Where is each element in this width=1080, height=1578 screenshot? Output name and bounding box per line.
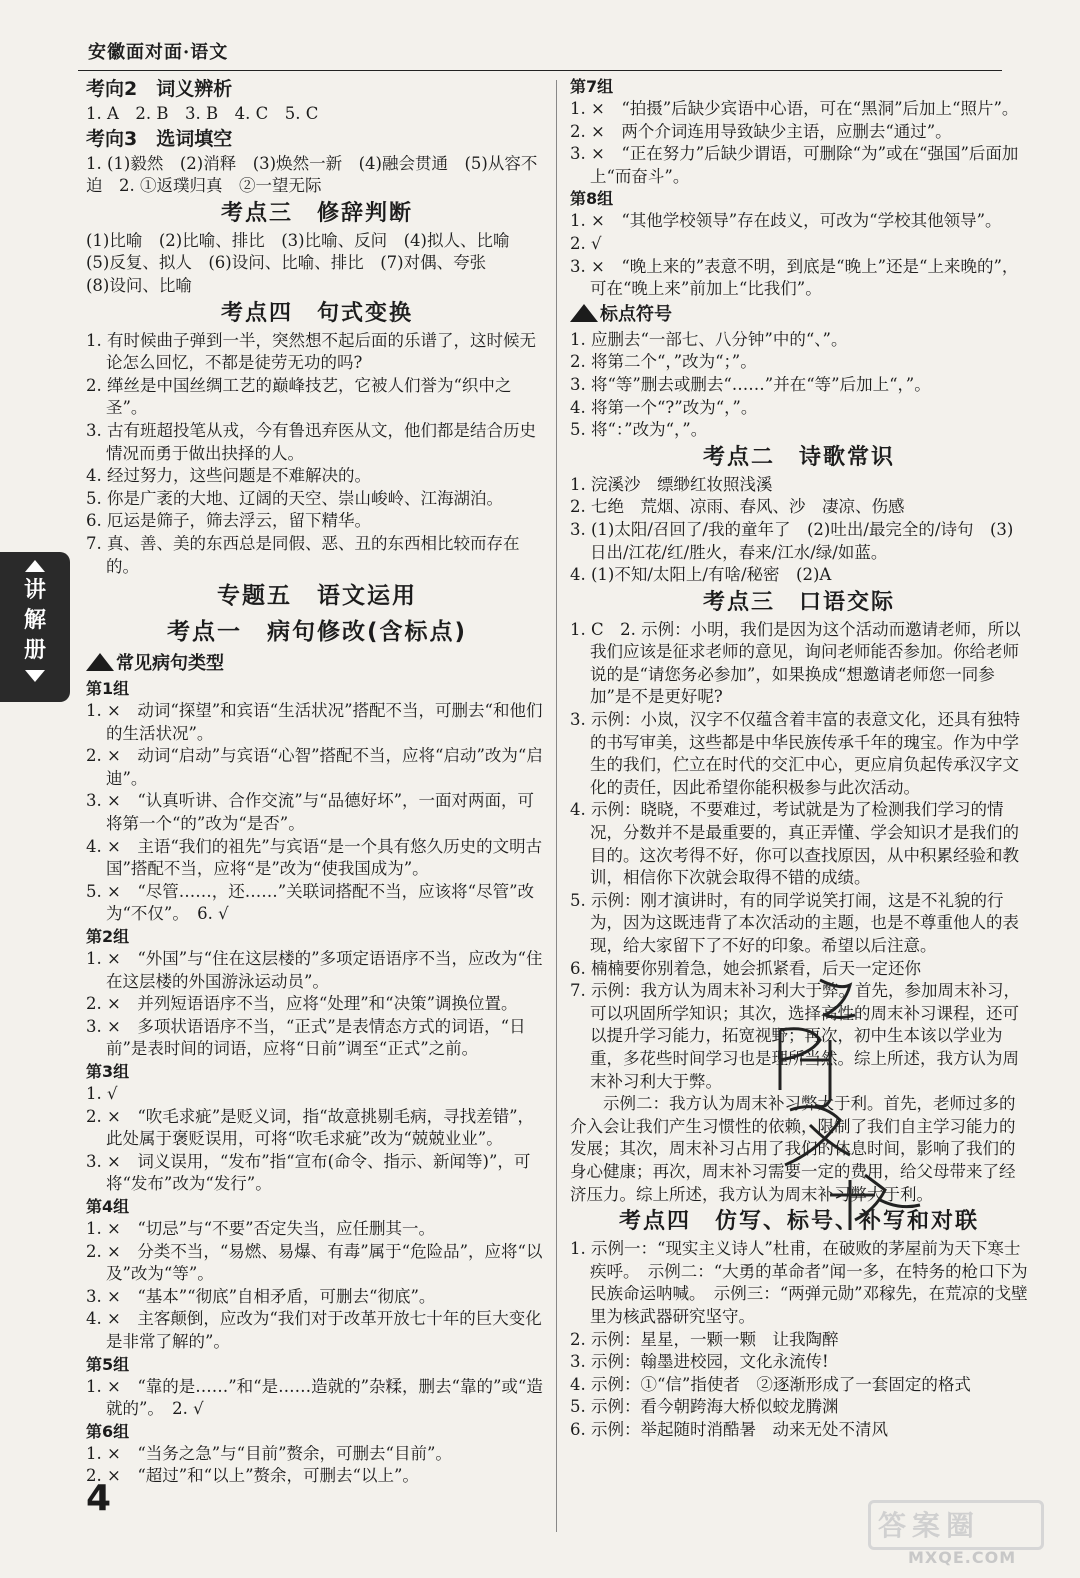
side-tab-char: 解 bbox=[23, 608, 46, 633]
header-rule bbox=[78, 70, 1002, 71]
answer-item: 2. × 分类不当，“易燃、易爆、有毒”属于“危险品”，应将“以及”改为“等”。 bbox=[86, 1241, 543, 1284]
answer-item: 1. × 动词“探望”和宾语“生活状况”搭配不当，可删去“和他们的生活状况”。 bbox=[86, 701, 543, 743]
right-column bbox=[570, 76, 1028, 1441]
answer-item: 4. (1)不知/太阳上/有啥/秘密 (2)A bbox=[570, 565, 832, 585]
answer-item: 3. × 多项状语语序不当，“正式”是表情态方式的词语，“日前”是表时间的词语，应将“日前”调至“正式”之前。 bbox=[86, 1016, 526, 1059]
section-heading: 考点四 句式变换 bbox=[220, 300, 413, 326]
triangle-icon bbox=[570, 304, 598, 322]
group-label: 第4组 bbox=[86, 1196, 130, 1216]
answer-item: 1. × “切忌”与“不要”否定失当，应任删其一。 bbox=[86, 1218, 436, 1238]
watermark bbox=[868, 1500, 1048, 1570]
answer-item: 2. × 动词“启动”与宾语“心智”搭配不当，应将“启动”改为“启迪”。 bbox=[86, 746, 543, 788]
answer-text: 1. (1)毅然 (2)消释 (3)焕然一新 (4)融会贯通 (5)从容不迫 2. ①返璞归真 ②一望无际 bbox=[86, 153, 538, 196]
group-label: 第1组 bbox=[86, 679, 130, 699]
answer-item: 1. 浣溪沙 缥缈红妆照浅溪 bbox=[570, 474, 773, 494]
triangle-icon bbox=[86, 653, 114, 671]
up-arrow-icon bbox=[25, 560, 45, 572]
answer-item: 2. 示例：星星，一颗一颗 让我陶醉 bbox=[570, 1329, 839, 1349]
subsection-heading: 考向3 选词填空 bbox=[86, 127, 233, 150]
answer-item: 2. × “超过”和“以上”赘余，可删去“以上”。 bbox=[86, 1466, 419, 1486]
answer-item: 3. × “正在努力”后缺少谓语，可删除“为”或在“强国”后面加上“而奋斗”。 bbox=[570, 144, 1019, 186]
left-column bbox=[86, 76, 548, 1488]
answer-item: 4. 经过努力，这些问题是不难解决的。 bbox=[86, 466, 371, 486]
group-label: 第7组 bbox=[570, 77, 614, 96]
section-heading: 考点三 口语交际 bbox=[702, 589, 895, 615]
answer-item: 3. 示例：小岚，汉字不仅蕴含着丰富的表意文化，还具有独特的书写审美，这些都是中华民族传承千年的瑰宝。作为中学生的我们，伫立在时代的交汇中心，更应肩负起传承汉字文化的责任，因此希望你能积极参与此次活动。 bbox=[570, 710, 1020, 797]
section-heading: 考点三 修辞判断 bbox=[220, 200, 413, 226]
triangle-heading-text: 常见病句类型 bbox=[116, 653, 224, 675]
answer-item: 1. × “拍摄”后缺少宾语中心语，可在“黑洞”后加上“照片”。 bbox=[570, 99, 1019, 118]
column-divider bbox=[556, 80, 557, 1532]
answer-text: (1)比喻 (2)比喻、排比 (3)比喻、反问 (4)拟人、比喻 bbox=[86, 230, 510, 250]
answer-item: 3. 示例：翰墨进校园，文化永流传! bbox=[570, 1352, 829, 1372]
group-label: 第6组 bbox=[86, 1421, 130, 1441]
topic-heading: 考点一 病句修改(含标点) bbox=[166, 619, 468, 646]
answer-item: 1. C 2. 示例：小明，我们是因为这个活动而邀请老师，所以我们应该是征求老师的意见，询问老师能否参加。你给老师说的是“请您务必参加”，如果换成“想邀请老师您一同参加”是不是更好呢? bbox=[570, 619, 1021, 707]
page-header-title: 安徽面对面·语文 bbox=[88, 42, 229, 63]
answer-item: 2. 七绝 荒烟、凉雨、春风、沙 凄凉、伤感 bbox=[570, 497, 905, 517]
answer-item: 5. 将“：”改为“，”。 bbox=[570, 420, 708, 440]
triangle-heading-text: 标点符号 bbox=[600, 303, 672, 325]
triangle-heading bbox=[570, 301, 1028, 329]
answer-item: 1. × “外国”与“住在这层楼的”多项定语语序不当，应改为“住在这层楼的外国游泳运动员”。 bbox=[86, 949, 543, 991]
watermark-url: MXQE.COM bbox=[908, 1548, 1017, 1567]
side-tab-char: 册 bbox=[23, 638, 46, 663]
answer-item: 6. 厄运是筛子，筛去浮云，留下精华。 bbox=[86, 511, 371, 531]
answer-text: 示例二：我方认为周末补习弊大于利。首先，老师过多的介入会让我们产生习惯性的依赖，限制了我们自主学习能力的发展；其次，周末补习占用了我们的休息时间，影响了我们的身心健康；再次，周末补习需要一定的费用，给父母带来了经济压力。综上所述，我方认为周末补习弊大于利。 bbox=[570, 1094, 1016, 1204]
triangle-heading bbox=[86, 650, 548, 678]
side-tab-label bbox=[0, 576, 70, 666]
side-tab-char: 讲 bbox=[23, 578, 46, 603]
answer-item: 2. × 两个介词连用导致缺少主语，应删去“通过”。 bbox=[570, 121, 952, 141]
answer-item: 3. × 词义误用，“发布”指“宣布(命令、指示、新闻等)”，可将“发布”改为“发行”。 bbox=[86, 1151, 531, 1194]
answer-item: 2. 将第二个“，”改为“；”。 bbox=[570, 352, 757, 372]
answer-item: 1. 示例一：“现实主义诗人”杜甫，在破败的茅屋前为天下寒士疾呼。 示例二：“大勇的革命者”闻一多，在特务的枪口下为民族命运呐喊。 示例三：“两弹元勋”邓稼先，在荒凉的戈壁里为核武器研究坚守。 bbox=[570, 1239, 1028, 1326]
answer-item: 3. (1)太阳/召回了/我的童年了 (2)吐出/最完全的/诗句 (3)日出/江花/红/胜火，春来/江水/绿/如蓝。 bbox=[570, 519, 1014, 562]
answer-item: 2. × 并列短语语序不当，应将“处理”和“决策”调换位置。 bbox=[86, 994, 518, 1014]
answer-item: 1. 有时候曲子弹到一半，突然想不起后面的乐谱了，这时候无论怎么回忆，不都是徒劳无功的吗? bbox=[86, 330, 536, 373]
answer-item: 5. 示例：刚才演讲时，有的同学说笑打闹，这是不礼貌的行为，因为这既违背了本次活动的主题，也是不尊重他人的表现，给大家留下了不好的印象。希望以后注意。 bbox=[570, 890, 1019, 955]
answer-item: 1. × “其他学校领导”存在歧义，可改为“学校其他领导”。 bbox=[570, 211, 1002, 231]
answer-item: 4. 将第一个“?”改为“，”。 bbox=[570, 397, 758, 417]
answer-text: (8)设问、比喻 bbox=[86, 275, 192, 295]
section-heading: 考点二 诗歌常识 bbox=[702, 444, 895, 470]
answer-item: 6. 楠楠要你别着急，她会抓紧看，后天一定还你 bbox=[570, 958, 921, 978]
answer-item: 7. 真、善、美的东西总是同假、恶、丑的东西相比较而存在的。 bbox=[86, 533, 520, 576]
answer-item: 1. 应删去“一部七、八分钟”中的“、”。 bbox=[570, 329, 848, 349]
answer-item: 2. 缂丝是中国丝绸工艺的巅峰技艺，它被人们誉为“织中之圣”。 bbox=[86, 375, 512, 418]
topic-heading: 专题五 语文运用 bbox=[217, 583, 417, 610]
answer-item: 4. 示例：①“信”指使者 ②逐渐形成了一套固定的格式 bbox=[570, 1374, 971, 1394]
answer-item: 7. 示例：我方认为周末补习利大于弊。首先，参加周末补习，可以巩固所学知识；其次，选择高性的周末补习课程，还可以提升学习能力，拓宽视野；再次，初中生本该以学业为重，多花些时间学习也是理所当然。综上所述，我方认为周末补习利大于弊。 bbox=[570, 981, 1020, 1091]
answer-item: 3. 古有班超投笔从戎，今有鲁迅弃医从文，他们都是结合历史情况而勇于做出抉择的人。 bbox=[86, 420, 536, 463]
answer-item: 4. 示例：晓晓，不要难过，考试就是为了检测我们学习的情况，分数并不是最重要的，真正弄懂、学会知识才是我们的目的。这次考得不好，你可以查找原因，从中积累经验和教训，相信你下次就会取得不错的成绩。 bbox=[570, 800, 1019, 888]
answer-item: 3. × “基本”“彻底”自相矛盾，可删去“彻底”。 bbox=[86, 1286, 436, 1306]
answer-item: 5. × “尽管……，还……”关联词搭配不当，应该将“尽管”改为“不仅”。 6. √ bbox=[86, 881, 535, 924]
answer-item: 5. 示例：看今朝跨海大桥似蛟龙腾渊 bbox=[570, 1397, 839, 1417]
down-arrow-icon bbox=[25, 670, 45, 682]
answer-item: 4. × 主语“我们的祖先”与宾语“是一个具有悠久历史的文明古国”搭配不当，应将“是”改为“使我国成为”。 bbox=[86, 836, 543, 879]
answer-text: 1. A 2. B 3. B 4. C 5. C bbox=[86, 104, 319, 123]
subsection-heading: 考向2 词义辨析 bbox=[86, 78, 233, 100]
answer-item: 1. × “靠的是……”和“是……造就的”杂糅，删去“靠的”或“造就的”。 2. √ bbox=[86, 1376, 543, 1419]
group-label: 第5组 bbox=[86, 1354, 130, 1374]
watermark-title: 答案圈 bbox=[878, 1509, 981, 1542]
answer-item: 4. × 主客颠倒，应改为“我们对于改革开放七十年的巨大变化是非常了解的”。 bbox=[86, 1309, 542, 1351]
group-label: 第3组 bbox=[86, 1062, 130, 1081]
group-label: 第2组 bbox=[86, 927, 130, 947]
answer-item: 3. 将“等”删去或删去“……”并在“等”后加上“，”。 bbox=[570, 374, 931, 394]
group-label: 第8组 bbox=[570, 189, 614, 209]
side-tab-lecture-book[interactable] bbox=[0, 552, 70, 702]
answer-item: 1. √ bbox=[86, 1084, 118, 1103]
answer-item: 3. × “认真听讲、合作交流”与“品德好坏”，一面对两面，可将第一个“的”改为“是否”。 bbox=[86, 791, 535, 834]
answer-item: 5. 你是广袤的大地、辽阔的天空、崇山峻岭、江海湖泊。 bbox=[86, 488, 503, 508]
answer-item: 2. √ bbox=[570, 233, 602, 253]
section-heading: 考点四 仿写、标号、补写和对联 bbox=[618, 1209, 979, 1235]
page-number: 4 bbox=[86, 1478, 112, 1519]
answer-text: (5)反复、拟人 (6)设问、比喻、排比 (7)对偶、夸张 bbox=[86, 253, 487, 273]
answer-item: 1. × “当务之急”与“目前”赘余，可删去“目前”。 bbox=[86, 1443, 452, 1463]
answer-item: 3. × “晚上来的”表意不明，到底是“晚上”还是“上来晚的”，可在“晚上来”前加上“比我们”。 bbox=[570, 256, 1019, 299]
answer-item: 6. 示例：举起随时消酷暑 动来无处不清风 bbox=[570, 1419, 888, 1439]
answer-item: 2. × “吹毛求疵”是贬义词，指“故意挑剔毛病，寻找差错”，此处属于褒贬误用，可将“吹毛求疵”改为“兢兢业业”。 bbox=[86, 1106, 535, 1149]
